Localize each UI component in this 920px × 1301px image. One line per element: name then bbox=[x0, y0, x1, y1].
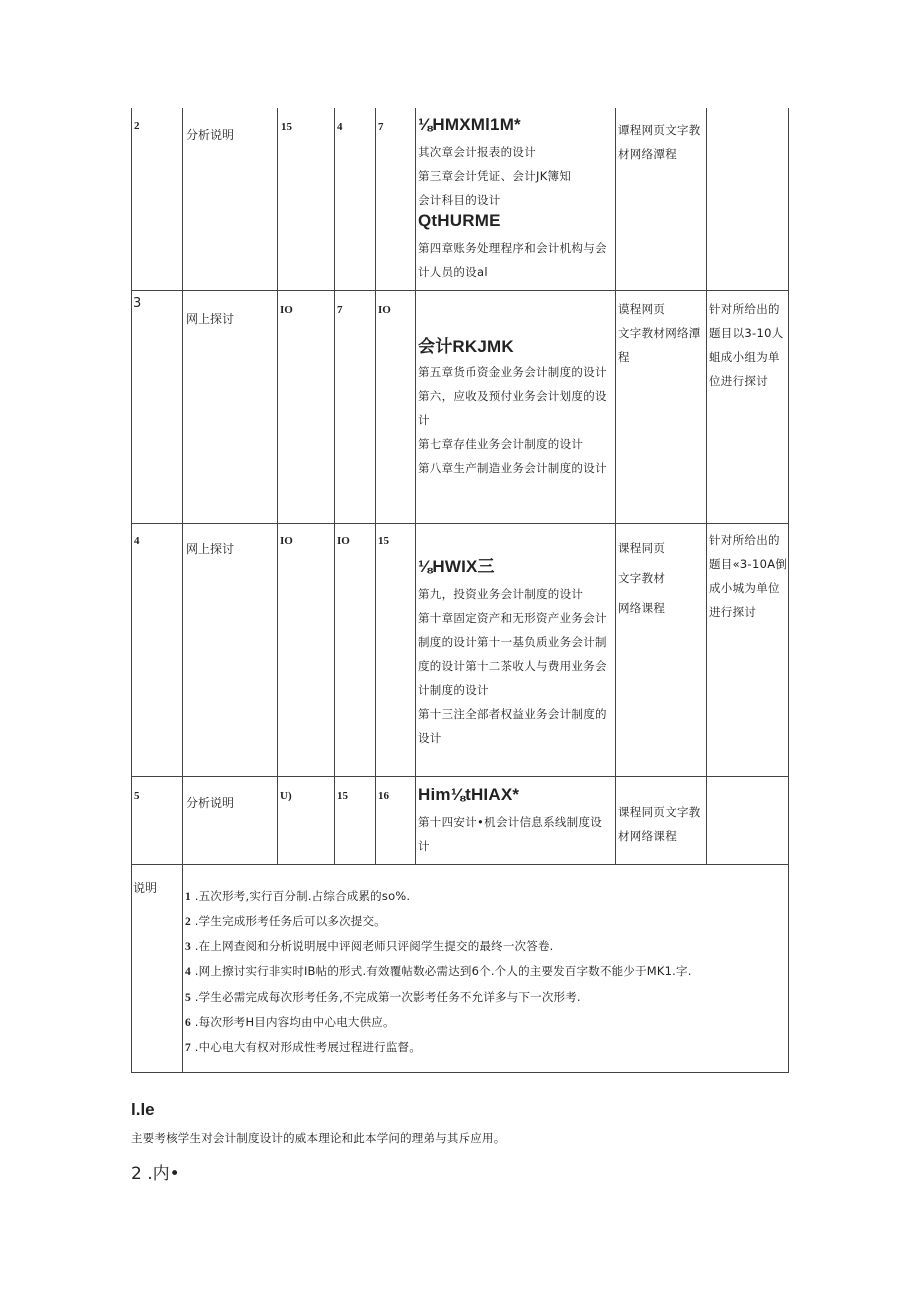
grid-line bbox=[131, 864, 789, 865]
content-line: 制度的设计第十一基负质业务会计制 bbox=[418, 635, 607, 649]
score-value: 15 bbox=[337, 790, 348, 802]
content-line: QtHURME bbox=[418, 211, 501, 230]
content-line: 计制度的设计 bbox=[418, 683, 489, 697]
assessment-type: 分析说明 bbox=[186, 128, 235, 142]
media-cell bbox=[618, 800, 701, 848]
score-value: IO bbox=[280, 304, 293, 316]
note-item: 2 .学生完成形考任务后可以多次提交。 bbox=[185, 914, 386, 928]
note-item: 7 .中心电大有权对形成性考展过程进行监督。 bbox=[185, 1040, 421, 1054]
note-item: 4 .网上擦讨实行非实时IB帖的形式.有效覆帖数必需达到6个.个人的主要发百字数不能少于MK1.字. bbox=[185, 964, 692, 978]
grid-line bbox=[706, 108, 707, 864]
grid-line bbox=[415, 108, 416, 864]
media-line: 课程同页 bbox=[618, 541, 666, 555]
score-value: IO bbox=[378, 304, 391, 316]
score-value: U) bbox=[280, 790, 292, 802]
content-line: 第九，投资业务会计制度的设计 bbox=[418, 587, 584, 601]
content-line: ⅛HWIX三 bbox=[418, 557, 495, 576]
next-heading: 2 .内• bbox=[131, 1164, 180, 1184]
remark-line: 针对所给出的 bbox=[709, 302, 780, 316]
score-value: 15 bbox=[281, 121, 292, 133]
grid-line bbox=[131, 776, 789, 777]
content-cell bbox=[418, 556, 607, 750]
content-line: 第十三注全部者权益业务会计制度的 bbox=[418, 707, 607, 721]
assessment-type: 网上探讨 bbox=[186, 312, 235, 326]
row-number: 3 bbox=[133, 296, 142, 311]
assessment-type: 分析说明 bbox=[186, 796, 235, 810]
content-cell bbox=[418, 784, 602, 858]
row-number: 2 bbox=[134, 120, 140, 132]
media-line: 网络课程 bbox=[618, 601, 666, 615]
media-line: 文字教材网络潭 bbox=[618, 326, 701, 340]
grid-line bbox=[375, 108, 376, 864]
media-line: 谭程网页文字教 bbox=[618, 123, 701, 137]
content-cell bbox=[418, 336, 607, 480]
grid-line bbox=[788, 108, 789, 1073]
grid-line bbox=[131, 523, 789, 524]
content-line: 第十四安计•机会计信息系线制度设 bbox=[418, 815, 603, 829]
row-number: 5 bbox=[134, 790, 140, 802]
note-item: 5 .学生必需完成每次形考任务,不完成第一次影考任务不允详多与下一次形考. bbox=[185, 990, 581, 1004]
grid-line bbox=[277, 108, 278, 864]
content-line: 设计 bbox=[418, 731, 442, 745]
content-line: 第十章固定资产和无形资产业务会计 bbox=[418, 611, 607, 625]
score-value: 4 bbox=[337, 121, 343, 133]
section-heading: l.le bbox=[131, 1100, 155, 1119]
media-line: 材网络潭程 bbox=[618, 147, 677, 161]
grid-line bbox=[131, 1072, 789, 1073]
content-line: 第五章货币资金业务会计制度的设计 bbox=[418, 365, 607, 379]
remark-line: 位进行探讨 bbox=[709, 374, 768, 388]
remark-line: 题目«3-10A倒 bbox=[709, 557, 788, 571]
content-line: ⅛HMXMl1M* bbox=[418, 115, 521, 134]
content-line: 第六，应收及预付业务会计划度的设 bbox=[418, 389, 607, 403]
content-line: 计人员的设al bbox=[418, 265, 488, 279]
media-line: 材网络课程 bbox=[618, 829, 677, 843]
score-value: 15 bbox=[378, 535, 389, 547]
section-text: 主要考核学生对会计制度设计的威本理论和此本学问的理弟与其斥应用。 bbox=[131, 1131, 506, 1145]
content-line: Him⅛tHIAX* bbox=[418, 785, 520, 804]
remark-line: 针对所给出的 bbox=[709, 533, 780, 547]
media-line: 谟程网页 bbox=[618, 302, 666, 316]
row-number: 4 bbox=[134, 535, 140, 547]
content-line: 第四章账务处理程序和会计机构与会 bbox=[418, 241, 607, 255]
remark-cell bbox=[709, 528, 787, 624]
media-line: 课程同页文字教 bbox=[618, 805, 701, 819]
grid-line bbox=[131, 108, 132, 1073]
remark-line: 题目以3-10人 bbox=[709, 326, 784, 340]
score-value: 7 bbox=[378, 121, 384, 133]
grid-line bbox=[131, 290, 789, 291]
content-cell bbox=[418, 114, 607, 284]
remark-cell bbox=[709, 297, 784, 393]
remark-line: 成小城为单位 bbox=[709, 581, 780, 595]
content-line: 会计科目的设计 bbox=[418, 193, 501, 207]
content-line: 计 bbox=[418, 413, 430, 427]
remark-line: 进行探讨 bbox=[709, 605, 757, 619]
score-value: 7 bbox=[337, 304, 343, 316]
media-line: 文字教材 bbox=[618, 571, 666, 585]
grid-line bbox=[334, 108, 335, 864]
content-line: 第三章会计凭证、会计JK簿知 bbox=[418, 169, 572, 183]
assessment-type: 网上探讨 bbox=[186, 542, 235, 556]
content-line: 会计RKJMK bbox=[418, 337, 514, 356]
score-value: IO bbox=[337, 535, 350, 547]
media-cell bbox=[618, 536, 665, 620]
media-cell bbox=[618, 297, 701, 369]
remark-line: 蛆成小组为单 bbox=[709, 350, 780, 364]
media-line: 程 bbox=[618, 350, 630, 364]
grid-line bbox=[182, 108, 183, 1073]
content-line: 计 bbox=[418, 839, 430, 853]
score-value: IO bbox=[280, 535, 293, 547]
content-line: 度的设计第十二茶收人与费用业务会 bbox=[418, 659, 607, 673]
grid-line bbox=[615, 108, 616, 864]
content-line: 第七章存佳业务会计制度的设计 bbox=[418, 437, 584, 451]
note-item: 3 .在上网查阅和分析说明展中评阅老师只评阅学生提交的最终一次答卷. bbox=[185, 939, 554, 953]
content-line: 其次章会计报表的设计 bbox=[418, 145, 536, 159]
note-item: 6 .每次形考H目内容均由中心电大供应。 bbox=[185, 1015, 395, 1029]
content-line: 第八章生产制造业务会计制度的设计 bbox=[418, 461, 607, 475]
media-cell bbox=[618, 118, 701, 166]
note-item: 1 .五次形考,实行百分制.占综合成累的so%. bbox=[185, 889, 411, 903]
score-value: 16 bbox=[378, 790, 389, 802]
notes-label: 说明 bbox=[133, 881, 158, 895]
